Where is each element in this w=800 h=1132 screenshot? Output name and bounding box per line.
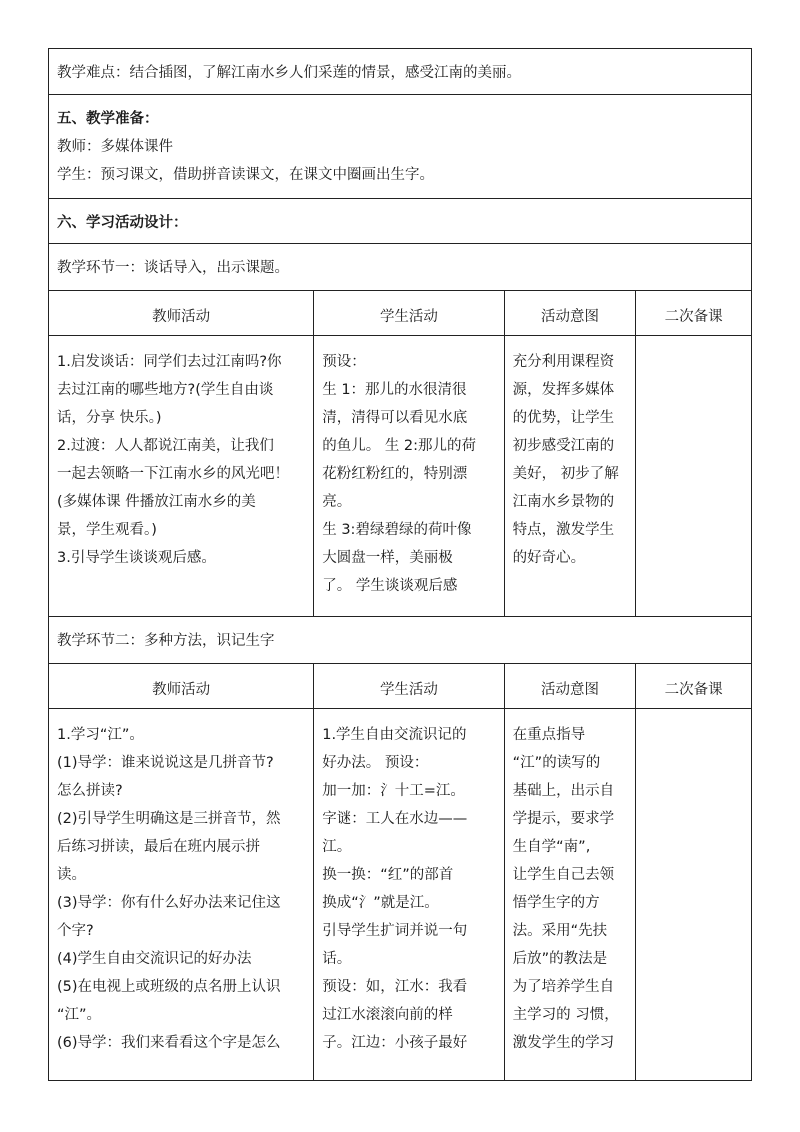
- text-line: 1.启发谈话：同学们去过江南吗?你: [57, 354, 282, 370]
- section1-teacher-cell: [49, 336, 314, 616]
- text-line: 过江水滚滚向前的样: [322, 1007, 453, 1023]
- header-second-prep: 二次备课: [664, 682, 723, 698]
- text-line: 换一换：“红”的部首: [322, 867, 454, 883]
- text-line: 清，清得可以看见水底: [322, 410, 468, 426]
- text-line: 法。采用“先扶: [512, 923, 608, 939]
- text-line: 了。 学生谈谈观后感: [322, 578, 458, 594]
- text-line: 换成“氵”就是江。: [322, 895, 439, 911]
- text-line: (5)在电视上或班级的点名册上认识: [57, 979, 281, 995]
- header-student-activity: 学生活动: [314, 291, 504, 335]
- section2-second-prep-cell: [636, 709, 751, 1080]
- text-line: 个字?: [57, 923, 94, 939]
- text-line: 生自学“南”,: [512, 839, 591, 855]
- prep-teacher: 教师：多媒体课件: [57, 139, 173, 155]
- text-line: 的鱼儿。 生 2:那儿的荷: [322, 438, 477, 454]
- text-line: “江”。: [57, 1007, 102, 1023]
- text-line: 在重点指导: [512, 727, 586, 743]
- text-line: 源，发挥多媒体: [512, 382, 615, 398]
- text-line: 美好， 初步了解: [512, 466, 619, 482]
- text-line: (1)导学：谁来说说这是几拼音节?: [57, 755, 274, 771]
- text-line: 读。: [57, 867, 86, 883]
- section1-body-row: [48, 336, 752, 617]
- text-line: 激发学生的学习: [512, 1035, 615, 1051]
- text-line: 字谜：工人在水边——: [322, 811, 468, 827]
- text-line: 2.过渡：人人都说江南美，让我们: [57, 438, 274, 454]
- text-line: (6)导学：我们来看看这个字是怎么: [57, 1035, 281, 1051]
- header-activity-intent: 活动意图: [505, 291, 637, 335]
- prep-heading: 五、教学准备：: [57, 111, 159, 127]
- text-line: 江。: [322, 839, 352, 855]
- text-line: “江”的读写的: [512, 755, 601, 771]
- section1-second-prep-cell: [636, 336, 751, 616]
- text-line: (3)导学：你有什么好办法来记住这: [57, 895, 281, 911]
- text-line: 引导学生扩词并说一句: [322, 923, 468, 939]
- text-line: 怎么拼读?: [57, 783, 123, 799]
- text-line: (4)学生自由交流识记的好办法: [57, 951, 252, 967]
- prep-student: 学生：预习课文，借助拼音读课文，在课文中圈画出生字。: [57, 167, 434, 183]
- section1-header-row: [48, 291, 752, 336]
- text-line: 加一加：氵十工=江。: [322, 783, 465, 799]
- text-line: 为了培养学生自: [512, 979, 615, 995]
- text-line: 话，分享 快乐。): [57, 410, 162, 426]
- text-line: 一起去领略一下江南水乡的风光吧！: [57, 466, 289, 482]
- text-line: 预设：如，江水：我看: [322, 979, 468, 995]
- text-line: 江南水乡景物的: [512, 494, 615, 510]
- text-line: 特点，激发学生: [512, 522, 615, 538]
- lesson-plan-table: [48, 48, 752, 1081]
- text-line: 初步感受江南的: [512, 438, 615, 454]
- text-line: 学提示，要求学: [512, 811, 615, 827]
- text-line: 好办法。 预设：: [322, 755, 429, 771]
- activity-heading: 六、学习活动设计：: [57, 215, 188, 231]
- header-teacher-activity: 教师活动: [49, 664, 314, 708]
- text-line: 亮。: [322, 494, 352, 510]
- text-line: 话。: [322, 951, 352, 967]
- text-line: 后练习拼读，最后在班内展示拼: [57, 839, 260, 855]
- section1-intent-cell: [505, 336, 637, 616]
- text-line: 景，学生观看。): [57, 522, 157, 538]
- text-line: 生 1：那儿的水很清很: [322, 382, 467, 398]
- text-line: 子。江边：小孩子最好: [322, 1035, 468, 1051]
- text-line: 1.学习“江”。: [57, 727, 144, 743]
- prep-row: [48, 95, 752, 199]
- text-line: 大圆盘一样，美丽极: [322, 550, 453, 566]
- text-line: 基础上，出示自: [512, 783, 615, 799]
- text-line: 的优势，让学生: [512, 410, 615, 426]
- header-second-prep: 二次备课: [664, 309, 723, 325]
- section1-title: 教学环节一：谈话导入，出示课题。: [57, 260, 289, 276]
- activity-heading-row: [48, 199, 752, 244]
- text-line: 后放”的教法是: [512, 951, 608, 967]
- section1-title-row: [48, 244, 752, 291]
- section2-header-row: [48, 664, 752, 709]
- text-line: 悟学生字的方: [512, 895, 600, 911]
- text-line: 充分利用课程资: [512, 354, 615, 370]
- section1-student-cell: [314, 336, 504, 616]
- difficulty-text: 教学难点：结合插图，了解江南水乡人们采莲的情景，感受江南的美丽。: [57, 65, 521, 81]
- header-student-activity: 学生活动: [314, 664, 504, 708]
- text-line: (2)引导学生明确这是三拼音节，然: [57, 811, 281, 827]
- text-line: 的好奇心。: [512, 550, 586, 566]
- section2-student-cell: [314, 709, 504, 1080]
- text-line: 1.学生自由交流识记的: [322, 727, 467, 743]
- text-line: 主学习的 习惯，: [512, 1007, 619, 1023]
- section2-teacher-cell: [49, 709, 314, 1080]
- text-line: 预设：: [322, 354, 366, 370]
- section2-body-row: [48, 709, 752, 1081]
- header-activity-intent: 活动意图: [505, 664, 637, 708]
- text-line: 让学生自己去领: [512, 867, 615, 883]
- text-line: 花粉红粉红的，特别漂: [322, 466, 468, 482]
- difficulty-row: [48, 48, 752, 95]
- text-line: (多媒体课 件播放江南水乡的美: [57, 494, 256, 510]
- text-line: 生 3:碧绿碧绿的荷叶像: [322, 522, 472, 538]
- text-line: 去过江南的哪些地方?(学生自由谈: [57, 382, 274, 398]
- header-teacher-activity: 教师活动: [49, 291, 314, 335]
- text-line: 3.引导学生谈谈观后感。: [57, 550, 216, 566]
- section2-intent-cell: [505, 709, 637, 1080]
- section2-title: 教学环节二：多种方法，识记生字: [57, 633, 275, 649]
- section2-title-row: [48, 617, 752, 664]
